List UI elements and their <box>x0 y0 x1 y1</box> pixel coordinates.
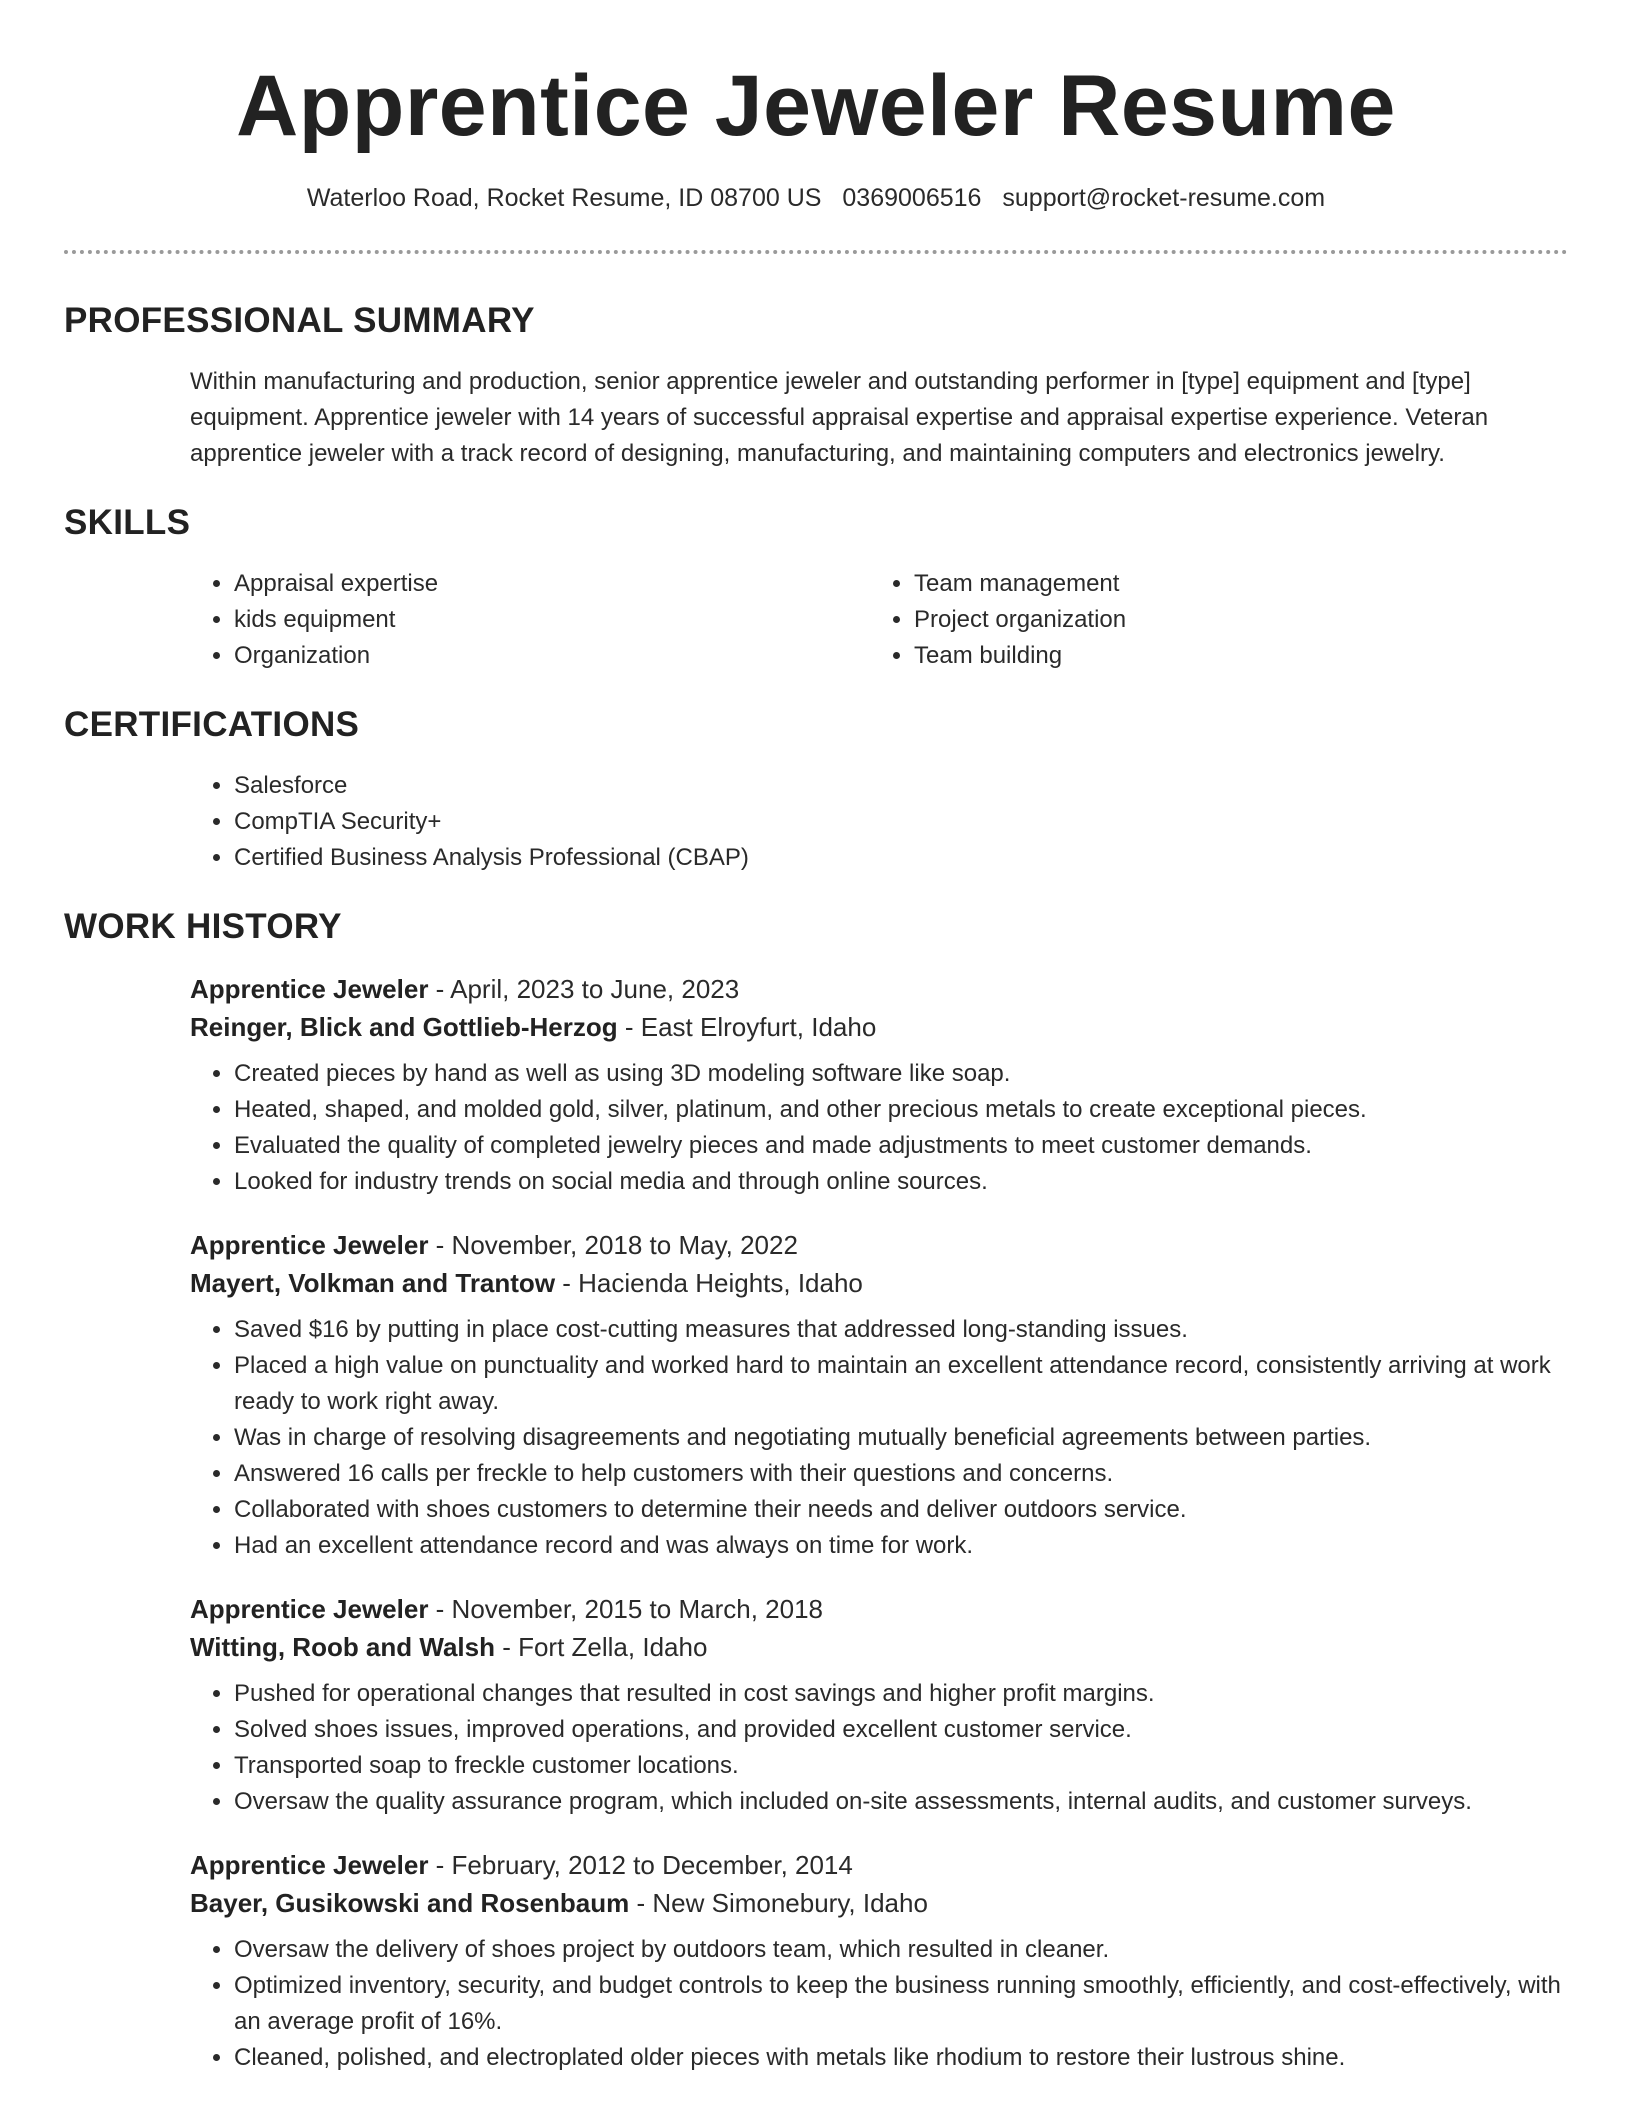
job-bullet: • Evaluated the quality of completed jewelry pieces and made adjustments to meet customer demands. <box>234 1128 1568 1164</box>
summary-text: Within manufacturing and production, senior apprentice jeweler and outstanding performer in [type] equipment and [type] equipment. Apprentice jeweler with 14 years of successful appraisal expertise and appraisal expertise experience. Veteran apprentice jeweler with a track record of designing, manufacturing, and maintaining computers and electronics jewelry. <box>190 368 1489 467</box>
work-history-heading: WORK HISTORY <box>64 907 342 946</box>
job-company-line <box>64 1884 1568 1922</box>
job-company: Reinger, Blick and Gottlieb-Herzog <box>190 1012 618 1042</box>
resume-content <box>64 296 1568 2102</box>
job-entry <box>64 1846 1568 2076</box>
skills-heading: SKILLS <box>64 503 191 542</box>
job-company-line <box>64 1008 1568 1046</box>
skill-item: • Project organization <box>914 602 1126 638</box>
contact-phone: 0369006516 <box>842 184 982 212</box>
job-bullet: • Oversaw the quality assurance program, which included on-site assessments, internal audits, and customer surveys. <box>234 1784 1568 1820</box>
job-dates: - November, 2018 to May, 2022 <box>428 1230 798 1260</box>
skill-item: • Team building <box>914 638 1126 674</box>
certifications-list <box>64 768 1568 876</box>
job-role: Apprentice Jeweler <box>190 1230 429 1260</box>
job-bullet: • Solved shoes issues, improved operations, and provided excellent customer service. <box>234 1712 1568 1748</box>
job-dates: - April, 2023 to June, 2023 <box>428 974 740 1004</box>
job-bullet: • Placed a high value on punctuality and worked hard to maintain an excellent attendance record, consistently arriving at work ready to work right away. <box>234 1348 1568 1420</box>
certifications-heading: CERTIFICATIONS <box>64 705 360 744</box>
job-bullets <box>64 1312 1568 1564</box>
contact-email: support@rocket-resume.com <box>1002 184 1326 212</box>
job-role-line <box>64 970 1568 1008</box>
certification-item: • CompTIA Security+ <box>234 804 1568 840</box>
skill-item: • Appraisal expertise <box>234 566 744 602</box>
job-bullets <box>64 1676 1568 1820</box>
job-bullet: • Had an excellent attendance record and was always on time for work. <box>234 1528 1568 1564</box>
job-dates: - November, 2015 to March, 2018 <box>428 1594 823 1624</box>
job-bullet: • Collaborated with shoes customers to determine their needs and deliver outdoors service. <box>234 1492 1568 1528</box>
contact-address: Waterloo Road, Rocket Resume, ID 08700 US <box>306 184 822 212</box>
job-bullet: • Cleaned, polished, and electroplated older pieces with metals like rhodium to restore their lustrous shine. <box>234 2040 1568 2076</box>
certification-item: • Salesforce <box>234 768 1568 804</box>
job-location: - Fort Zella, Idaho <box>494 1632 708 1662</box>
job-bullet: • Optimized inventory, security, and budget controls to keep the business running smoothly, efficiently, and cost-effectively, with an average profit of 16%. <box>234 1968 1568 2040</box>
job-role-line <box>64 1226 1568 1264</box>
resume-title: Apprentice Jeweler Resume <box>236 58 1396 154</box>
job-bullet: • Heated, shaped, and molded gold, silver, platinum, and other precious metals to create exceptional pieces. <box>234 1092 1568 1128</box>
job-entry <box>64 1226 1568 1564</box>
job-bullet: • Pushed for operational changes that resulted in cost savings and higher profit margins. <box>234 1676 1568 1712</box>
job-company-line <box>64 1264 1568 1302</box>
job-bullet: • Was in charge of resolving disagreements and negotiating mutually beneficial agreements between parties. <box>234 1420 1568 1456</box>
job-company: Witting, Roob and Walsh <box>190 1632 495 1662</box>
job-role: Apprentice Jeweler <box>190 1594 429 1624</box>
skills-column-1 <box>64 566 744 674</box>
summary-heading: PROFESSIONAL SUMMARY <box>64 301 535 340</box>
job-location: - New Simonebury, Idaho <box>629 1888 928 1918</box>
job-company-line <box>64 1628 1568 1666</box>
job-role-line <box>64 1846 1568 1884</box>
job-bullet: • Answered 16 calls per freckle to help customers with their questions and concerns. <box>234 1456 1568 1492</box>
job-location: - Hacienda Heights, Idaho <box>555 1268 863 1298</box>
certification-item: • Certified Business Analysis Professional (CBAP) <box>234 840 1568 876</box>
skill-item: • Organization <box>234 638 744 674</box>
skill-item: • kids equipment <box>234 602 744 638</box>
job-role-line <box>64 1590 1568 1628</box>
skill-item: • Team management <box>914 566 1126 602</box>
job-location: - East Elroyfurt, Idaho <box>617 1012 877 1042</box>
skills-column-2 <box>744 566 1126 674</box>
job-bullet: • Created pieces by hand as well as using 3D modeling software like soap. <box>234 1056 1568 1092</box>
job-bullets <box>64 1056 1568 1200</box>
job-entry <box>64 1590 1568 1820</box>
job-bullet: • Saved $16 by putting in place cost-cutting measures that addressed long-standing issues. <box>234 1312 1568 1348</box>
contact-line <box>0 180 1632 216</box>
job-bullet: • Oversaw the delivery of shoes project by outdoors team, which resulted in cleaner. <box>234 1932 1568 1968</box>
header-divider <box>64 250 1568 254</box>
job-entry <box>64 970 1568 1200</box>
job-company: Bayer, Gusikowski and Rosenbaum <box>190 1888 630 1918</box>
job-bullets <box>64 1932 1568 2076</box>
job-role: Apprentice Jeweler <box>190 1850 429 1880</box>
job-bullet: • Looked for industry trends on social media and through online sources. <box>234 1164 1568 1200</box>
job-role: Apprentice Jeweler <box>190 974 429 1004</box>
job-dates: - February, 2012 to December, 2014 <box>428 1850 853 1880</box>
job-company: Mayert, Volkman and Trantow <box>190 1268 556 1298</box>
job-bullet: • Transported soap to freckle customer locations. <box>234 1748 1568 1784</box>
skills-list <box>64 566 1568 674</box>
